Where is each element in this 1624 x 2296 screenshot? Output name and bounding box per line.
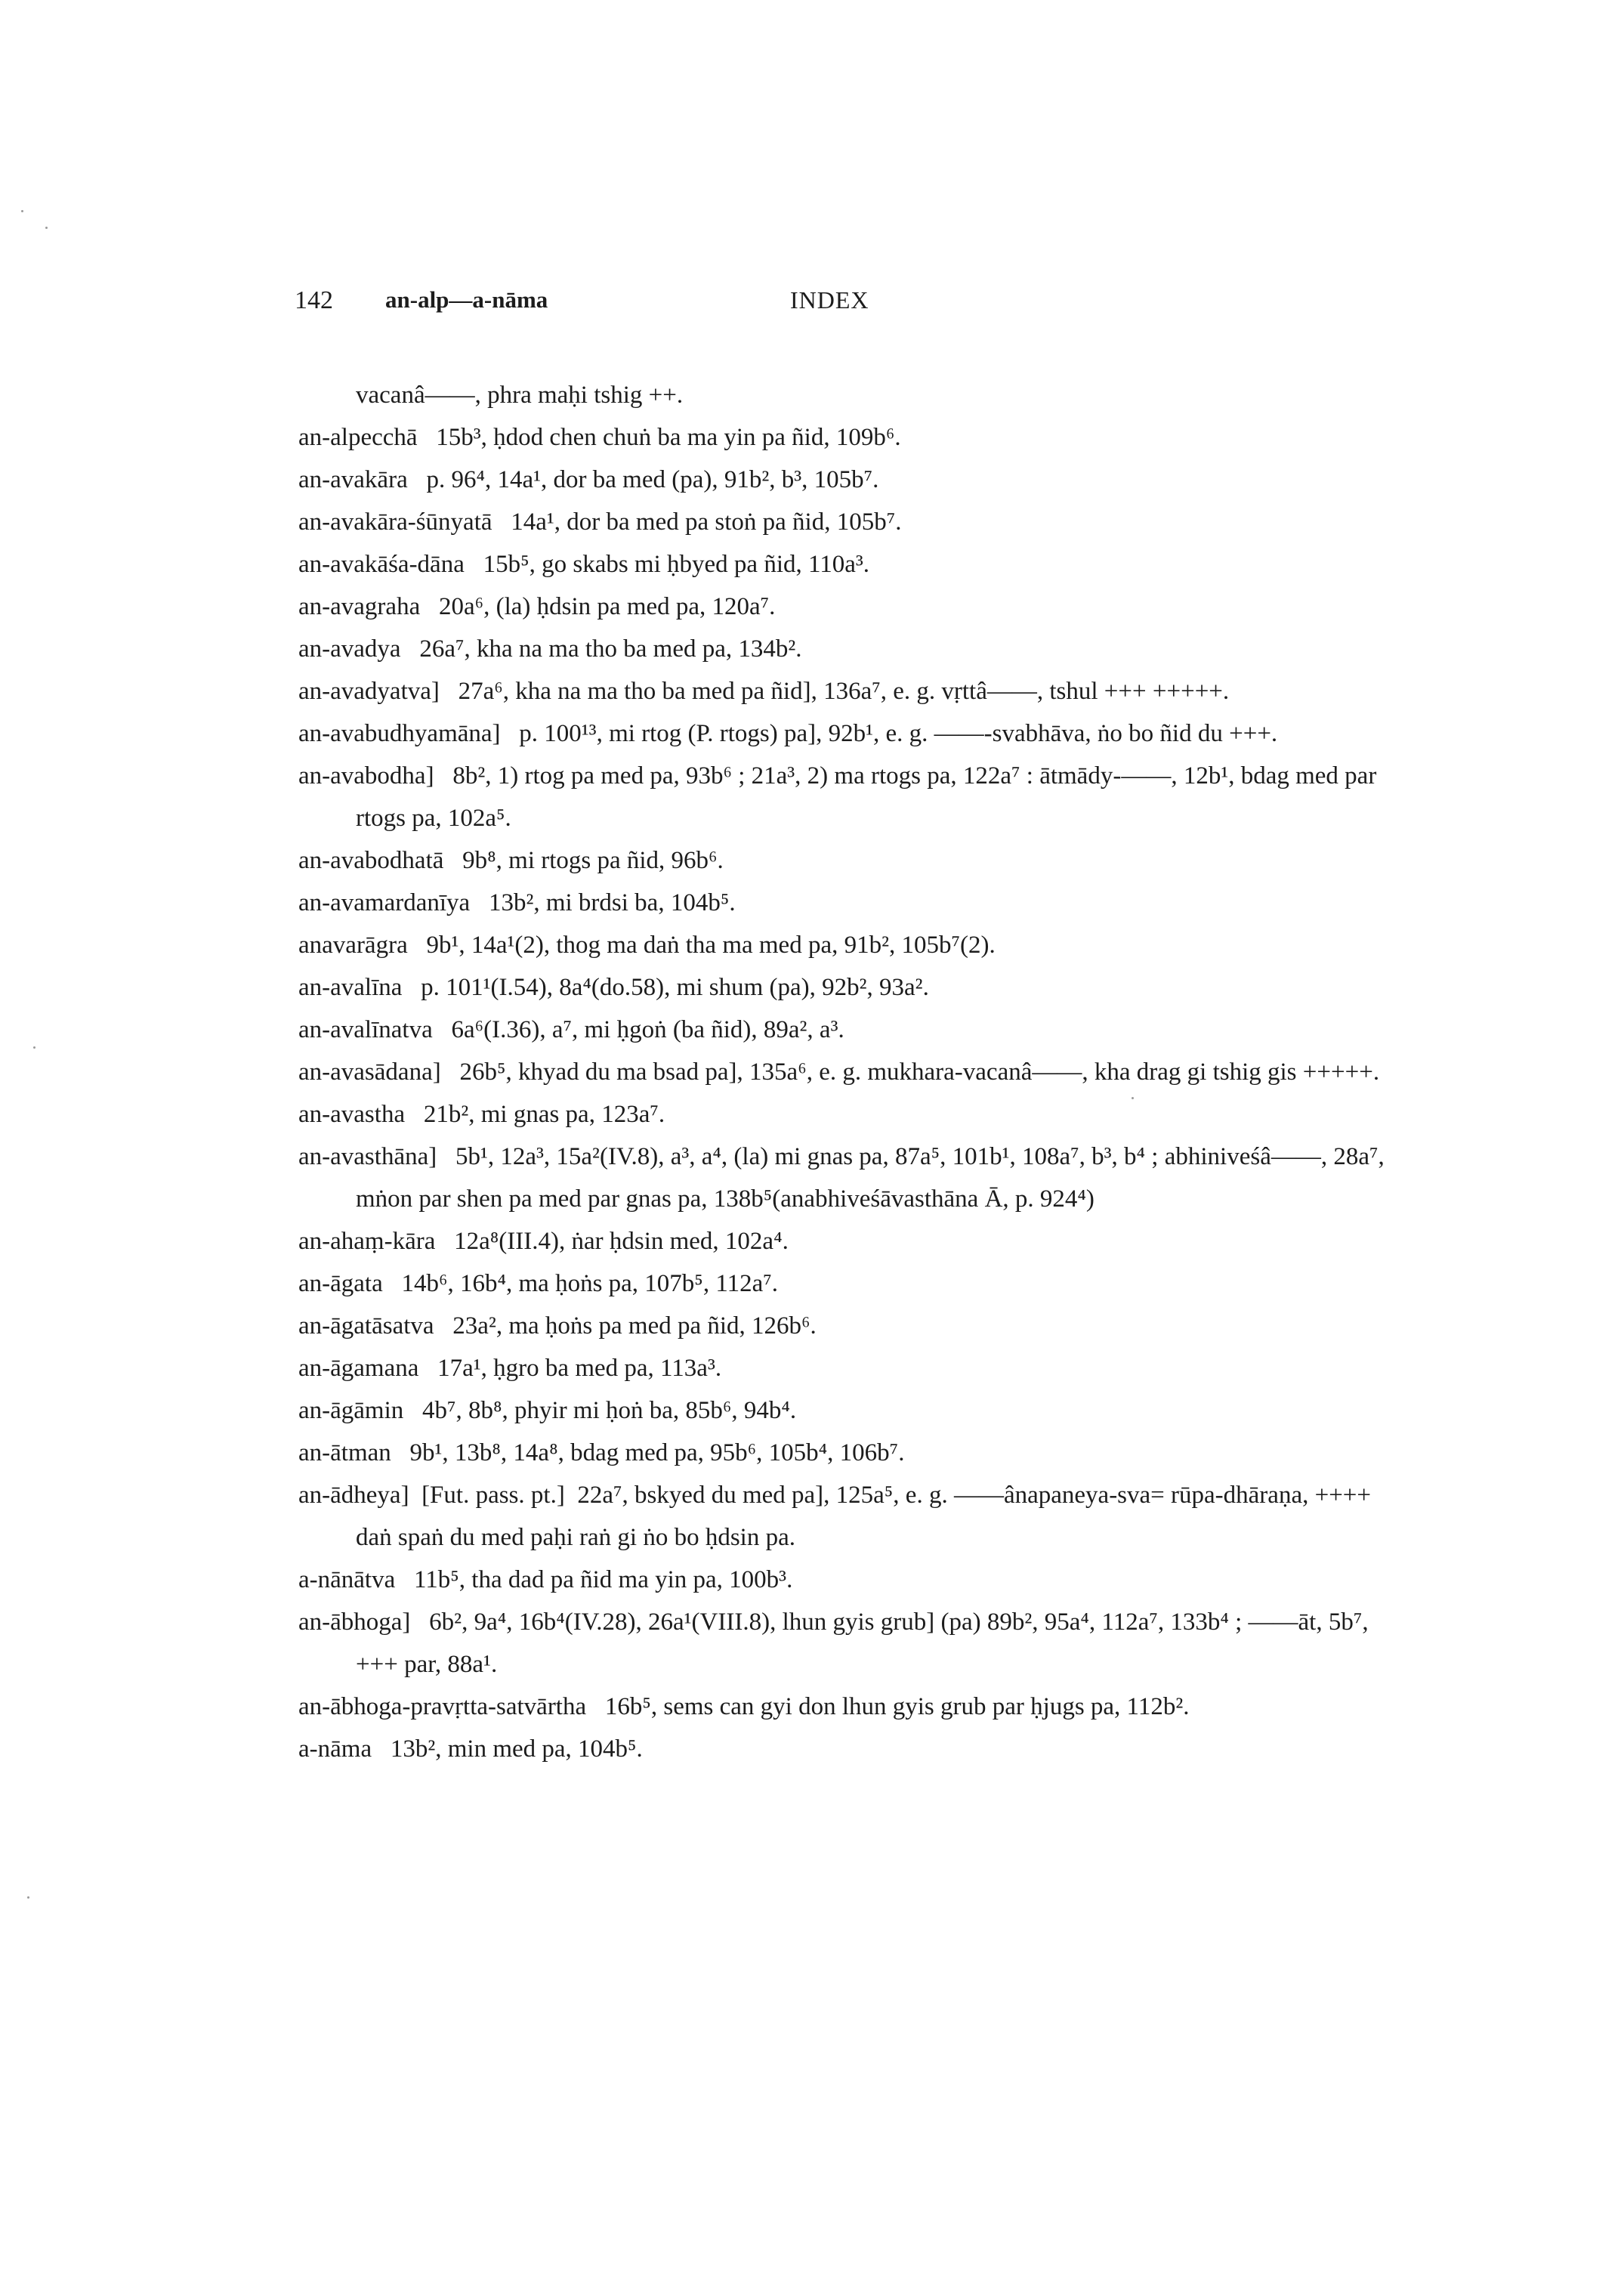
- index-entry: an-avadyatva] 27a⁶, kha na ma tho ba med pa ñid], 136a⁷, e. g. vṛttâ——, tshul +++ +++++.: [298, 678, 1230, 705]
- section-title: INDEX: [790, 286, 869, 314]
- index-entry: an-avalīna p. 101¹(I.54), 8a⁴(do.58), mi shum (pa), 92b², 93a².: [298, 974, 929, 1001]
- index-entry: an-avabodha] 8b², 1) rtog pa med pa, 93b⁶ ; 21a³, 2) ma rtogs pa, 122a⁷ : ātmādy-——, 12b¹, bdag med par rtogs pa, 102a⁵.: [298, 762, 1383, 832]
- page-header: [295, 283, 1352, 329]
- index-entry: an-āgatāsatva 23a², ma ḥoṅs pa med pa ñid, 126b⁶.: [298, 1312, 817, 1340]
- index-entry: an-ābhoga] 6b², 9a⁴, 16b⁴(IV.28), 26a¹(VIII.8), lhun gyis grub] (pa) 89b², 95a⁴, 112a⁷, 133b⁴ ; ——āt, 5b⁷, +++ par, 88a¹.: [298, 1608, 1375, 1678]
- index-entry: an-avamardanīya 13b², mi brdsi ba, 104b⁵.: [298, 889, 736, 916]
- index-entry: a-nāma 13b², min med pa, 104b⁵.: [298, 1735, 643, 1763]
- margin-speck: [21, 210, 23, 212]
- index-entry: an-ātman 9b¹, 13b⁸, 14a⁸, bdag med pa, 95b⁶, 105b⁴, 106b⁷.: [298, 1439, 905, 1466]
- index-entry: vacanâ——, phra maḥi tshig ++.: [356, 382, 684, 409]
- index-entry: an-avadya 26a⁷, kha na ma tho ba med pa, 134b².: [298, 635, 802, 663]
- running-head: an-alp—a-nāma: [385, 286, 548, 313]
- index-entry: an-ahaṃ-kāra 12a⁸(III.4), ṅar ḥdsin med, 102a⁴.: [298, 1228, 789, 1255]
- index-entry: an-avakāra p. 96⁴, 14a¹, dor ba med (pa), 91b², b³, 105b⁷.: [298, 466, 879, 493]
- index-entry: an-āgāmin 4b⁷, 8b⁸, phyir mi ḥoṅ ba, 85b⁶, 94b⁴.: [298, 1397, 797, 1424]
- index-entry: an-avakāra-śūnyatā 14a¹, dor ba med pa stoṅ pa ñid, 105b⁷.: [298, 508, 902, 536]
- margin-speck: [27, 1896, 29, 1899]
- index-entry: an-avabudhyamāna] p. 100¹³, mi rtog (P. rtogs) pa], 92b¹, e. g. ——-svabhāva, ṅo bo ñid du +++.: [298, 720, 1278, 747]
- index-entry: an-alpecchā 15b³, ḥdod chen chuṅ ba ma yin pa ñid, 109b⁶.: [298, 424, 901, 451]
- index-entry: a-nānātva 11b⁵, tha dad pa ñid ma yin pa, 100b³.: [298, 1566, 793, 1593]
- page-number: 142: [295, 286, 333, 314]
- index-entry: an-avasthāna] 5b¹, 12a³, 15a²(IV.8), a³, a⁴, (la) mi gnas pa, 87a⁵, 101b¹, 108a⁷, b³, b⁴ ; abhiniveśâ——, 28a⁷, mṅon par shen pa med par gnas pa, 138b⁵(anabhiveśāvasthāna Ā, p. 924⁴): [298, 1143, 1391, 1213]
- index-entry: an-āgamana 17a¹, ḥgro ba med pa, 113a³.: [298, 1355, 722, 1382]
- index-entry: an-avastha 21b², mi gnas pa, 123a⁷.: [298, 1101, 665, 1128]
- index-entry: an-avalīnatva 6a⁶(I.36), a⁷, mi ḥgoṅ (ba ñid), 89a², a³.: [298, 1016, 844, 1043]
- margin-speck: [33, 1046, 36, 1049]
- index-entry: an-ādheya] [Fut. pass. pt.] 22a⁷, bskyed du med pa], 125a⁵, e. g. ——ânapaneya-sva= rūpa-dhāraṇa, ++++ daṅ spaṅ du med paḥi raṅ gi ṅo bo ḥdsin pa.: [298, 1482, 1378, 1551]
- index-entry: an-avasādana] 26b⁵, khyad du ma bsad pa], 135a⁶, e. g. mukhara-vacanâ——, kha drag gi tshig gis +++++.: [298, 1058, 1380, 1086]
- index-entry: an-avakāśa-dāna 15b⁵, go skabs mi ḥbyed pa ñid, 110a³.: [298, 551, 870, 578]
- index-entry: an-āgata 14b⁶, 16b⁴, ma ḥoṅs pa, 107b⁵, 112a⁷.: [298, 1270, 778, 1297]
- index-entry: an-avagraha 20a⁶, (la) ḥdsin pa med pa, 120a⁷.: [298, 593, 776, 620]
- index-entries: [298, 374, 1391, 1770]
- index-entry: anavarāgra 9b¹, 14a¹(2), thog ma daṅ tha ma med pa, 91b², 105b⁷(2).: [298, 932, 996, 959]
- index-entry: an-ābhoga-pravṛtta-satvārtha 16b⁵, sems can gyi don lhun gyis grub par ḥjugs pa, 112b².: [298, 1693, 1190, 1720]
- index-entry: an-avabodhatā 9b⁸, mi rtogs pa ñid, 96b⁶.: [298, 847, 724, 874]
- margin-speck: [45, 227, 48, 229]
